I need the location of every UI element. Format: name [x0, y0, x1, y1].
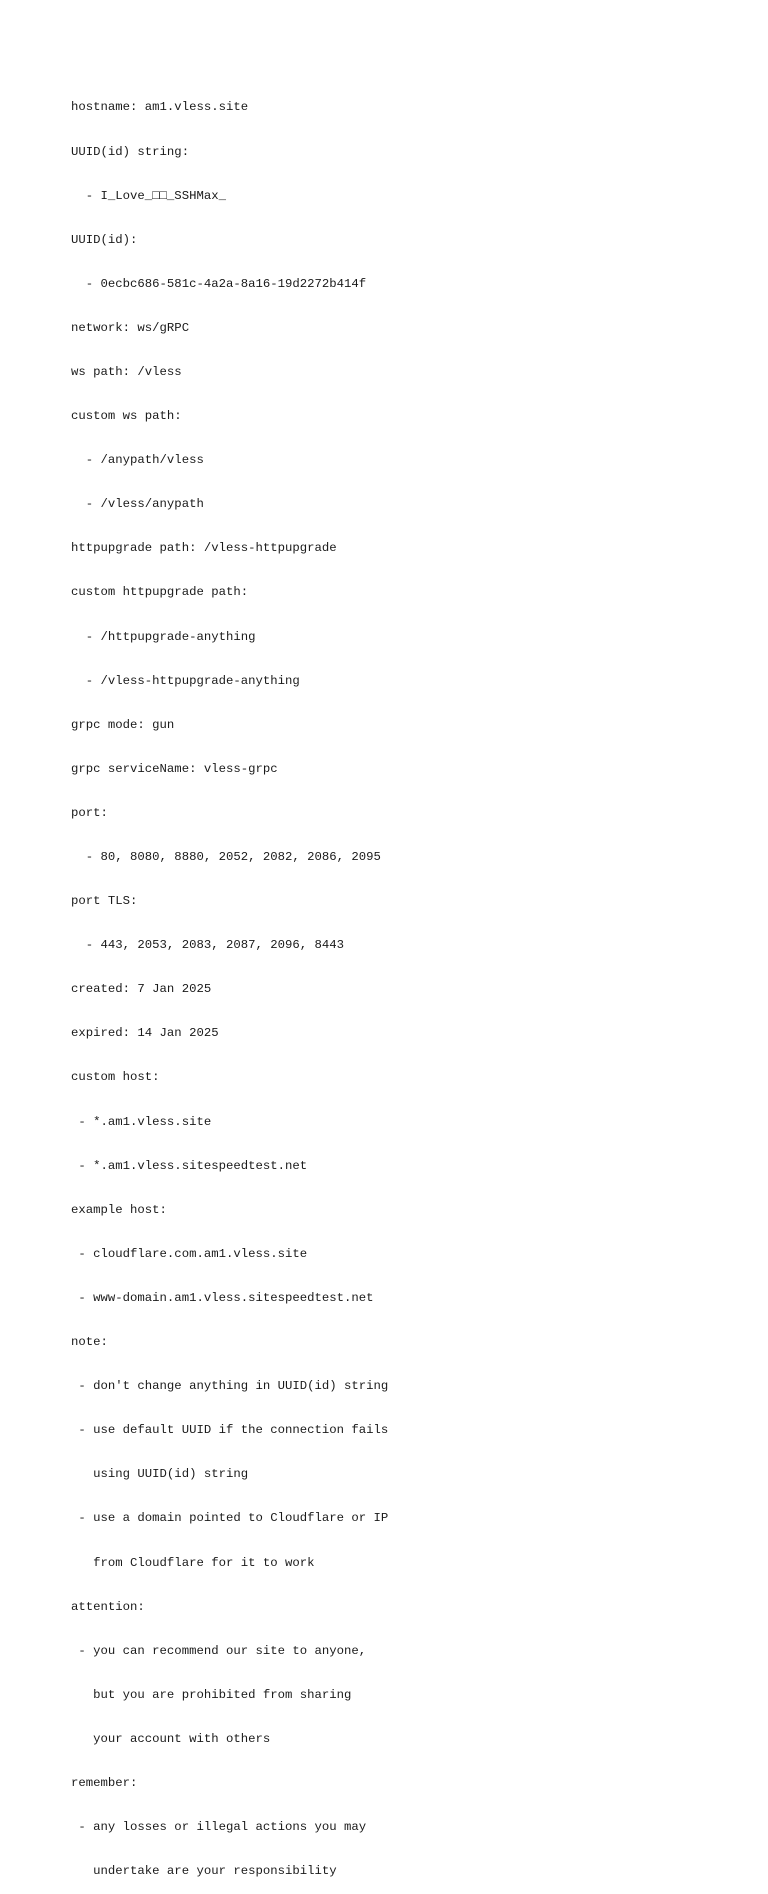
port-tls-heading: port TLS:: [71, 894, 138, 909]
custom-ws-path-item: - /vless/anypath: [71, 497, 204, 512]
attention-item-continuation: your account with others: [71, 1731, 271, 1746]
note-item-continuation: using UUID(id) string: [71, 1467, 249, 1482]
custom-httpupgrade-path-heading: custom httpupgrade path:: [71, 585, 249, 600]
note-item: - use default UUID if the connection fails: [71, 1423, 389, 1438]
custom-host-item: - *.am1.vless.site: [71, 1114, 212, 1129]
custom-host-heading: custom host:: [71, 1070, 160, 1085]
attention-item: - you can recommend our site to anyone,: [71, 1643, 367, 1658]
custom-host-item: - *.am1.vless.sitespeedtest.net: [71, 1158, 308, 1173]
hostname-line: hostname: am1.vless.site: [71, 100, 249, 115]
network-line: network: ws/gRPC: [71, 320, 190, 335]
grpc-mode-line: grpc mode: gun: [71, 717, 175, 732]
uuid-string-value: - I_Love_□□_SSHMax_: [71, 188, 226, 203]
created-date-line: created: 7 Jan 2025: [71, 982, 212, 997]
expired-date-line: expired: 14 Jan 2025: [71, 1026, 219, 1041]
custom-httpupgrade-path-item: - /httpupgrade-anything: [71, 629, 256, 644]
custom-httpupgrade-path-item: - /vless-httpupgrade-anything: [71, 673, 300, 688]
example-host-heading: example host:: [71, 1202, 167, 1217]
remember-heading: remember:: [71, 1775, 138, 1790]
ws-path-line: ws path: /vless: [71, 364, 182, 379]
note-item: - use a domain pointed to Cloudflare or IP: [71, 1511, 389, 1526]
uuid-string-heading: UUID(id) string:: [71, 144, 190, 159]
port-tls-list: - 443, 2053, 2083, 2087, 2096, 8443: [71, 938, 345, 953]
note-item-continuation: from Cloudflare for it to work: [71, 1555, 315, 1570]
uuid-heading: UUID(id):: [71, 232, 138, 247]
account-config-text: [71, 71, 388, 1894]
remember-item: - any losses or illegal actions you may: [71, 1820, 367, 1835]
example-host-item: - cloudflare.com.am1.vless.site: [71, 1246, 308, 1261]
port-heading: port:: [71, 805, 108, 820]
custom-ws-path-heading: custom ws path:: [71, 409, 182, 424]
example-host-item: - www-domain.am1.vless.sitespeedtest.net: [71, 1290, 374, 1305]
custom-ws-path-item: - /anypath/vless: [71, 453, 204, 468]
note-item: - don't change anything in UUID(id) string: [71, 1379, 389, 1394]
httpupgrade-path-line: httpupgrade path: /vless-httpupgrade: [71, 541, 337, 556]
note-heading: note:: [71, 1335, 108, 1350]
port-list: - 80, 8080, 8880, 2052, 2082, 2086, 2095: [71, 850, 381, 864]
attention-heading: attention:: [71, 1599, 145, 1614]
attention-item-continuation: but you are prohibited from sharing: [71, 1687, 352, 1702]
uuid-value: - 0ecbc686-581c-4a2a-8a16-19d2272b414f: [71, 276, 367, 291]
remember-item-continuation: undertake are your responsibility: [71, 1864, 337, 1879]
grpc-service-name-line: grpc serviceName: vless-grpc: [71, 761, 278, 776]
